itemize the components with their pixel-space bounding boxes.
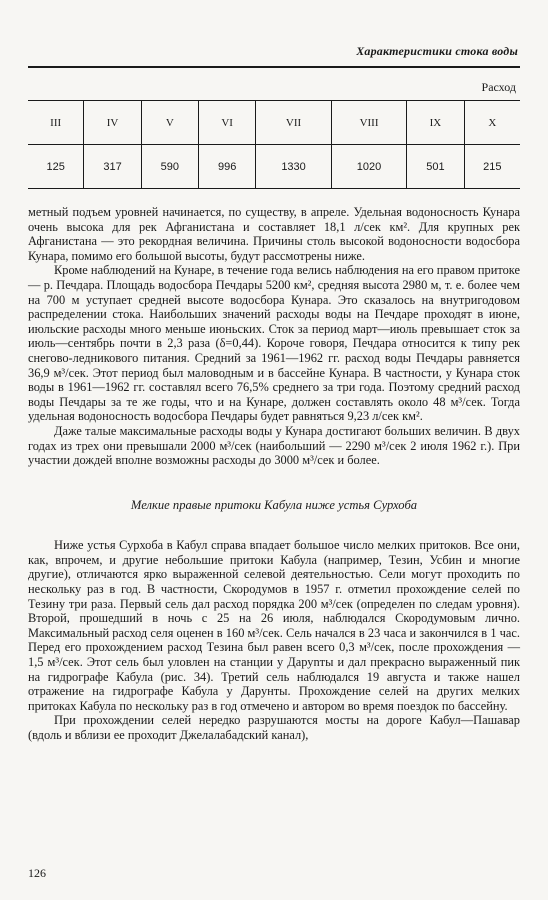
cell-iv: 317: [84, 145, 141, 189]
col-header-iii: III: [28, 101, 84, 145]
running-title: Характеристики стока воды: [356, 44, 518, 58]
col-header-iv: IV: [84, 101, 141, 145]
page-number: 126: [28, 866, 46, 880]
section-title: Мелкие правые притоки Кабула ниже устья Сурхоба: [130, 497, 418, 512]
col-header-x: X: [464, 101, 520, 145]
paragraph-1: метный подъем уровней начинается, по существу, в апреле. Удельная водоносность Кунара очень высока для рек Афганистана и составляет 18,1 л/сек км². Для крупных рек Афганистана — это рекордная величина. Причины столь высокой водоносности водосбора Кунара, помимо его большой высоты, будут рассмотрены ниже.: [28, 205, 520, 263]
header-rule: [28, 66, 520, 68]
table-label: Расход: [481, 80, 516, 94]
col-header-v: V: [141, 101, 198, 145]
cell-viii: 1020: [331, 145, 406, 189]
cell-vi: 996: [199, 145, 256, 189]
cell-ix: 501: [407, 145, 464, 189]
runoff-table: [28, 100, 520, 189]
col-header-vii: VII: [256, 101, 331, 145]
paragraph-2: Кроме наблюдений на Кунаре, в течение года велись наблюдения на его правом притоке — р. Печдара. Площадь водосбора Печдары 5200 км², средняя высота 2980 м, т. е. более чем на 700 м уступает средней высоте водосбора Кунара. Это сказалось на внутригодовом распределении стока. Наибольших значений расходы воды на Печдаре проходят в июне, июльские расходы много меньше июньских. Сток за период март—июль превышает сток за июль—сентябрь почти в 2,3 раза (δ=0,44). Короче говоря, Печдара относится к типу рек снегово-ледникового питания. Средний за 1961—1962 гг. расход воды Печдары равняется 36,9 м³/сек. Этот период был маловодным и в бассейне Кунара. В частности, у Кунара сток воды в 1961—1962 гг. составлял всего 76,5% среднего за три года. Поэтому средний расход воды Печдары за те же годы, что и на Кунаре, должен составлять около 48 м³/сек. Тогда удельная водоносность водосбора Печдары будет равняться 9,23 л/сек км².: [28, 263, 520, 424]
table-row: [28, 145, 520, 189]
cell-iii: 125: [28, 145, 84, 189]
col-header-vi: VI: [199, 101, 256, 145]
cell-vii: 1330: [256, 145, 331, 189]
col-header-ix: IX: [407, 101, 464, 145]
body-text: [28, 205, 520, 743]
paragraph-5: При прохождении селей нередко разрушаются мосты на дороге Кабул—Пашавар (вдоль и вблизи ее проходит Джелалабадский канал),: [28, 713, 520, 742]
col-header-viii: VIII: [331, 101, 406, 145]
table-header-row: [28, 101, 520, 145]
cell-x: 215: [464, 145, 520, 189]
paragraph-4: Ниже устья Сурхоба в Кабул справа впадает большое число мелких притоков. Все они, как, впрочем, и другие небольшие притоки Кабула (например, Тезин, Усбин и многие другие), отличаются ярко выраженной селевой деятельностью. Сели могут проходить по нескольку раз в год. В частности, Скородумов в 1957 г. отметил прохождение селей по Тезину три раза. Первый сель дал расход порядка 200 м³/сек (определен по следам уровня). Второй, прошедший в ночь с 25 на 26 июля, наблюдался Скородумовым лично. Максимальный расход селя оценен в 160 м³/сек. Сель начался в 23 часа и закончился в 1 час. Перед его прохождением расход Тезина был равен всего 0,3 м³/сек, после прохождения — 1,5 м³/сек. Этот сель был уловлен на станции у Даруnты и дал прекрасно выраженный пик на гидрографе Кабула (рис. 34). Третий сель наблюдался 19 августа и также нашел отражение на гидрографе Кабула у Дарунты. Прохождение селей на других мелких притоках Кабула по нескольку раз в год отмечено и автором во время поездок по бассейну.: [28, 538, 520, 713]
cell-v: 590: [141, 145, 198, 189]
paragraph-3: Даже талые максимальные расходы воды у Кунара достигают больших величин. В двух годах из трех они превышали 2000 м³/сек (наибольший — 2290 м³/сек 2 июля 1962 г.). При участии дождей вполне возможны расходы до 3000 м³/сек и более.: [28, 423, 520, 468]
